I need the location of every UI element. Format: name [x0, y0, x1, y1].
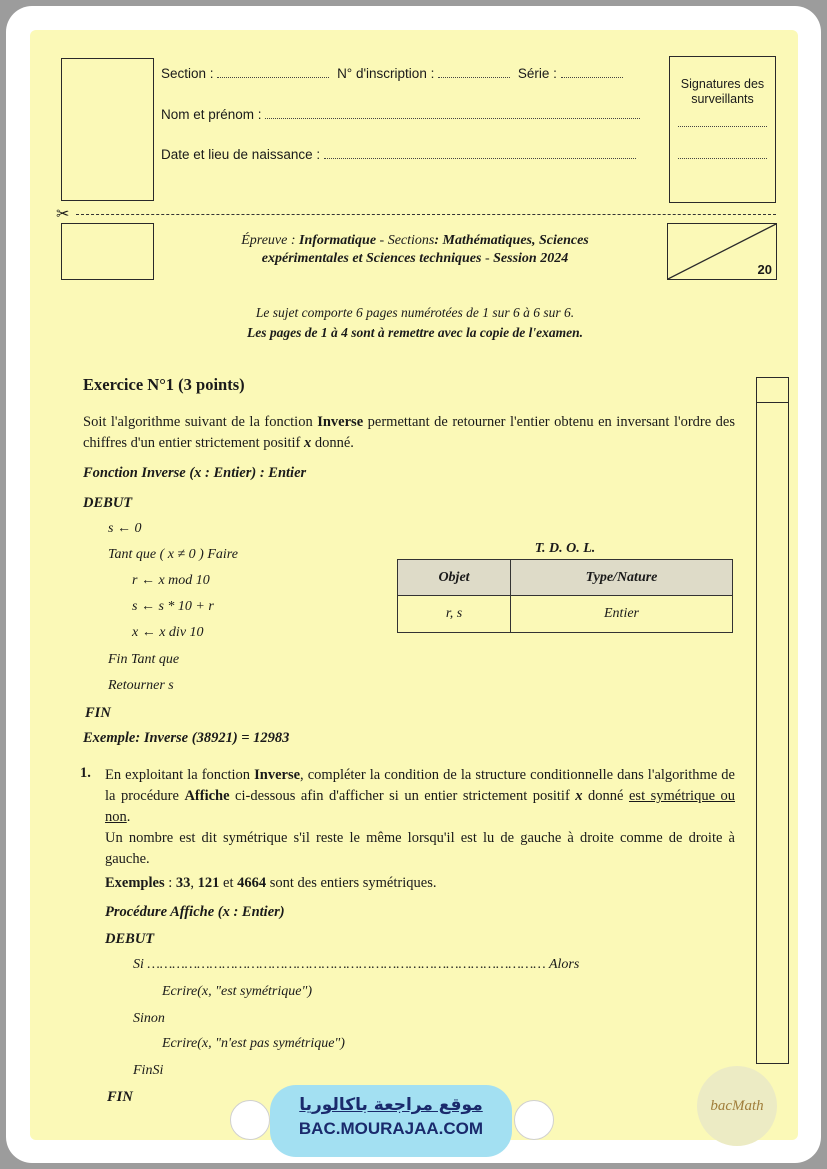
- exam-sheet: [30, 30, 798, 1140]
- q1-definition: Un nombre est dit symétrique s'il reste le même lorsqu'il est lu de gauche à droite comme de droite à gauche.: [105, 830, 735, 867]
- tdol-header-type: Type/Nature: [511, 560, 733, 596]
- signatures-box: [669, 56, 776, 203]
- site-badge[interactable]: [270, 1085, 512, 1157]
- notice-line-2: Les pages de 1 à 4 sont à remettre avec la copie de l'examen.: [247, 325, 583, 340]
- code-line: s ← 0: [108, 521, 142, 536]
- code-line: Retourner s: [108, 678, 174, 693]
- score-total: 20: [757, 262, 772, 277]
- signature-line-1: [678, 125, 767, 127]
- procedure-header: Procédure Affiche (x : Entier): [105, 904, 285, 920]
- exercise-title: Exercice N°1 (3 points): [83, 375, 245, 394]
- code-line: r ← x mod 10: [132, 573, 210, 588]
- sinon: Sinon: [133, 1011, 165, 1026]
- tdol-cell-objet: r, s: [398, 596, 511, 633]
- nom-label: Nom et prénom :: [161, 107, 262, 122]
- ecrire-non-symetrique: Ecrire(x, "n'est pas symétrique"): [162, 1036, 345, 1051]
- code-line: x ← x div 10: [132, 625, 204, 640]
- fin-2: FIN: [107, 1089, 133, 1105]
- site-arabic: موقع مراجعة باكالوريا: [299, 1095, 483, 1115]
- bacmath-logo: bacMath: [697, 1066, 777, 1146]
- q1-number: 1.: [80, 765, 91, 781]
- inscription-label: N° d'inscription :: [337, 66, 435, 81]
- naissance-label: Date et lieu de naissance :: [161, 147, 321, 162]
- code-line: Tant que ( x ≠ 0 ) Faire: [108, 547, 238, 562]
- page-notice: [180, 303, 650, 343]
- photo-box: [61, 58, 154, 201]
- code-box: [61, 223, 154, 280]
- naissance-field[interactable]: [161, 147, 636, 162]
- signatures-label: Signatures des surveillants: [680, 77, 765, 106]
- section-label: Section :: [161, 66, 214, 81]
- q1-text: En exploitant la fonction Inverse, compléter la condition de la structure conditionnelle dans l'algorithme de la procédure Affiche ci-dessous afin d'afficher si un entier strictement positif x donné est symétrique ou non.: [105, 767, 736, 825]
- nom-field[interactable]: [161, 107, 640, 122]
- tdol-table: [397, 559, 733, 633]
- notice-line-1: Le sujet comporte 6 pages numérotées de 1 sur 6 à 6 sur 6.: [255, 305, 575, 320]
- tdol-cell-type: Entier: [511, 596, 733, 633]
- ecrire-symetrique: Ecrire(x, "est symétrique"): [162, 984, 313, 999]
- margin-column: [756, 377, 789, 1064]
- score-box: [667, 223, 777, 280]
- finsi: FinSi: [133, 1063, 164, 1078]
- site-logo-left: [230, 1100, 270, 1140]
- site-url: BAC.MOURAJAA.COM: [298, 1119, 484, 1138]
- fin-1: FIN: [85, 705, 111, 721]
- code-line: s ← s * 10 + r: [132, 599, 214, 614]
- cut-line: [76, 214, 776, 215]
- example-line: Exemple: Inverse (38921) = 12983: [83, 730, 290, 746]
- tdol-title: T. D. O. L.: [534, 541, 596, 556]
- site-logo-right: [514, 1100, 554, 1140]
- scissors-icon: ✂: [56, 206, 70, 223]
- signature-line-2: [678, 157, 767, 159]
- q1-examples: Exemples : 33, 121 et 4664 sont des entiers symétriques.: [105, 875, 437, 891]
- code-line: Fin Tant que: [108, 652, 180, 667]
- debut-1: DEBUT: [83, 495, 133, 511]
- tdol-header-objet: Objet: [398, 560, 511, 596]
- exam-title: Épreuve : Informatique - Sections: Mathématiques, Sciences expérimentales et Sciences techniques - Session 2024: [241, 233, 589, 266]
- serie-label: Série :: [517, 66, 557, 81]
- exercise-intro: Soit l'algorithme suivant de la fonction Inverse permettant de retourner l'entier obtenu en inversant l'ordre des chiffres d'un entier strictement positif x donné.: [83, 414, 736, 451]
- section-field[interactable]: [161, 66, 623, 81]
- debut-2: DEBUT: [105, 931, 155, 947]
- function-header: Fonction Inverse (x : Entier) : Entier: [83, 465, 307, 481]
- si-condition-blank[interactable]: Si …………………………………………………………………………………… Alors: [133, 957, 580, 972]
